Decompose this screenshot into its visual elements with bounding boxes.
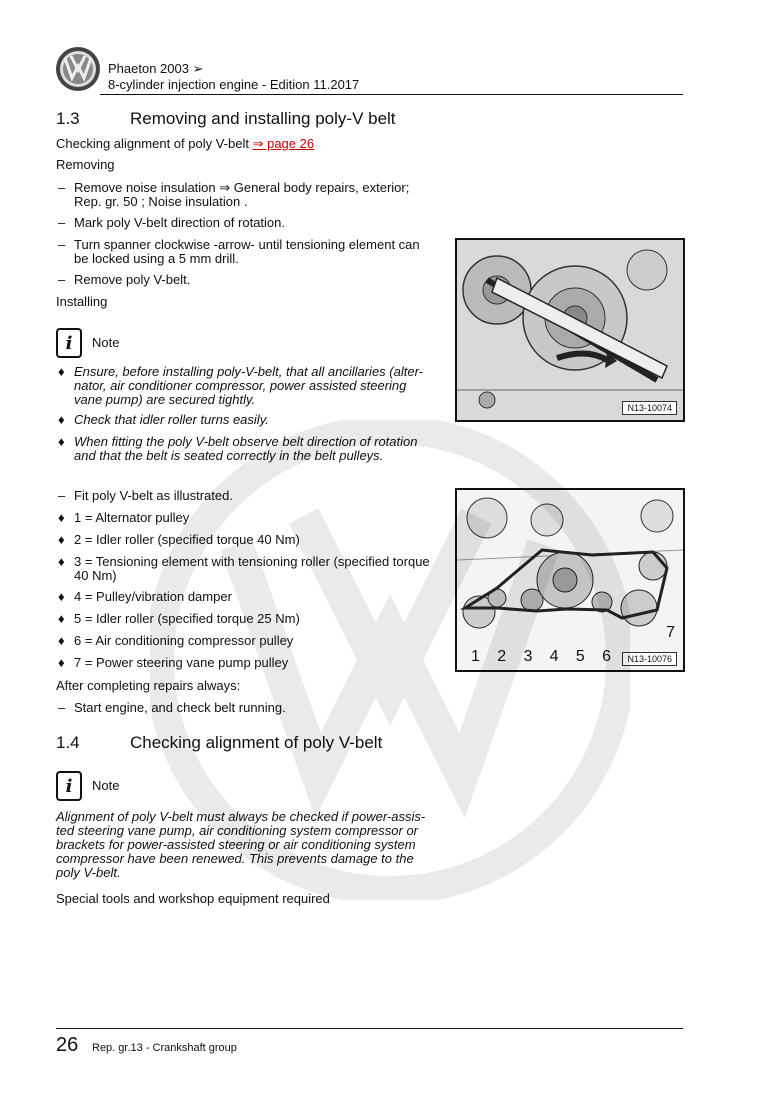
step-line: Turn spanner clockwise -arrow- until tensioning element can [74,237,420,252]
alignment-text: Checking alignment of poly V-belt [56,136,249,151]
section-title: Checking alignment of poly V-belt [130,733,383,752]
figure-2-callouts [471,648,611,666]
final-step: Start engine, and check belt running. [74,700,286,715]
note-info-icon: i [56,771,82,801]
dash-marker: – [58,215,66,230]
tensioner-illustration [457,240,683,420]
note-item-1 [74,365,434,407]
callout-6: 6 [602,648,611,665]
diamond-bullet: ♦ [58,510,65,525]
alignment-page-link[interactable]: ⇒ page 26 [252,136,315,151]
legend-item-4: 4 = Pulley/vibration damper [74,589,232,604]
header-model: Phaeton 2003 ➢ [108,61,204,76]
note-line: nator, air conditioner compressor, power assisted steering [74,378,407,393]
diamond-bullet: ♦ [58,554,65,569]
note-line: ted steering vane pump, air conditioning system compressor or [56,823,419,838]
figure-1-reference: N13-10074 [622,401,677,415]
dash-marker: – [58,488,66,503]
legend-item-5: 5 = Idler roller (specified torque 25 Nm) [74,611,300,626]
step-line: Remove noise insulation ⇒ General body repairs, exterior; [74,180,410,195]
legend-line: 40 Nm) [74,568,117,583]
removing-step-4: Remove poly V-belt. [74,272,191,287]
removing-step-3 [74,238,434,266]
callout-1: 1 [471,648,480,665]
legend-line: 3 = Tensioning element with tensioning roller (specified torque [74,554,430,569]
note-label: Note [92,778,120,793]
vw-logo-icon [55,46,101,92]
dash-marker: – [58,237,66,252]
note-line: vane pump) are secured tightly. [74,392,256,407]
diamond-bullet: ♦ [58,532,65,547]
diamond-bullet: ♦ [58,655,65,670]
vw-logo [55,46,101,92]
alignment-note [56,810,436,880]
section-number: 1.3 [56,109,80,128]
dash-marker: – [58,272,66,287]
after-text: After completing repairs always: [56,678,241,693]
dash-marker: – [58,700,66,715]
callout-2: 2 [497,648,507,665]
callout-4: 4 [549,648,559,665]
footer-chapter: Rep. gr.13 - Crankshaft group [92,1042,237,1054]
legend-item-1: 1 = Alternator pulley [74,510,190,525]
callout-3: 3 [523,648,533,665]
legend-item-7: 7 = Power steering vane pump pulley [74,655,289,670]
note-line: poly V-belt. [56,865,121,880]
figure-tensioner-spanner [455,238,685,422]
header-rule [100,94,683,95]
note-line: Ensure, before installing poly-V-belt, that all ancillaries (alter- [74,364,424,379]
diamond-bullet: ♦ [58,633,65,648]
note-line: brackets for power-assisted steering or air conditioning system [56,837,416,852]
footer-rule [56,1028,683,1029]
callout-5: 5 [575,648,585,665]
note-line: compressor have been renewed. This prevents damage to the [56,851,414,866]
note-item-3 [74,435,454,463]
legend-item-3 [74,555,434,583]
dash-marker: – [58,180,66,195]
diamond-bullet: ♦ [58,412,65,427]
removing-heading: Removing [56,157,115,172]
header-engine-edition: 8-cylinder injection engine - Edition 11.2017 [108,77,360,92]
diamond-bullet: ♦ [58,434,65,449]
page-number: 26 [56,1034,79,1056]
section-number: 1.4 [56,733,80,752]
step-line: be locked using a 5 mm drill. [74,251,239,266]
diamond-bullet: ♦ [58,364,65,379]
note-label: Note [92,335,120,350]
tools-heading: Special tools and workshop equipment required [56,891,330,906]
callout-7: 7 [666,624,675,641]
installing-heading: Installing [56,294,108,309]
figure-belt-routing [455,488,685,672]
removing-step-2: Mark poly V-belt direction of rotation. [74,215,285,230]
belt-routing-illustration [457,490,683,670]
step-line: Rep. gr. 50 ; Noise insulation . [74,194,248,209]
note-info-icon: i [56,328,82,358]
section-title: Removing and installing poly-V belt [130,109,396,128]
alignment-reference [56,137,314,151]
removing-step-1 [74,181,434,209]
note-line: Alignment of poly V-belt must always be checked if power-assis- [56,809,426,824]
diamond-bullet: ♦ [58,589,65,604]
legend-item-2: 2 = Idler roller (specified torque 40 Nm) [74,532,300,547]
note-line: When fitting the poly V-belt observe belt direction of rotation [74,434,418,449]
diamond-bullet: ♦ [58,611,65,626]
fit-step: Fit poly V-belt as illustrated. [74,488,233,503]
figure-2-reference: N13-10076 [622,652,677,666]
note-item-2: Check that idler roller turns easily. [74,412,269,427]
note-line: and that the belt is seated correctly in the belt pulleys. [74,448,384,463]
legend-item-6: 6 = Air conditioning compressor pulley [74,633,294,648]
